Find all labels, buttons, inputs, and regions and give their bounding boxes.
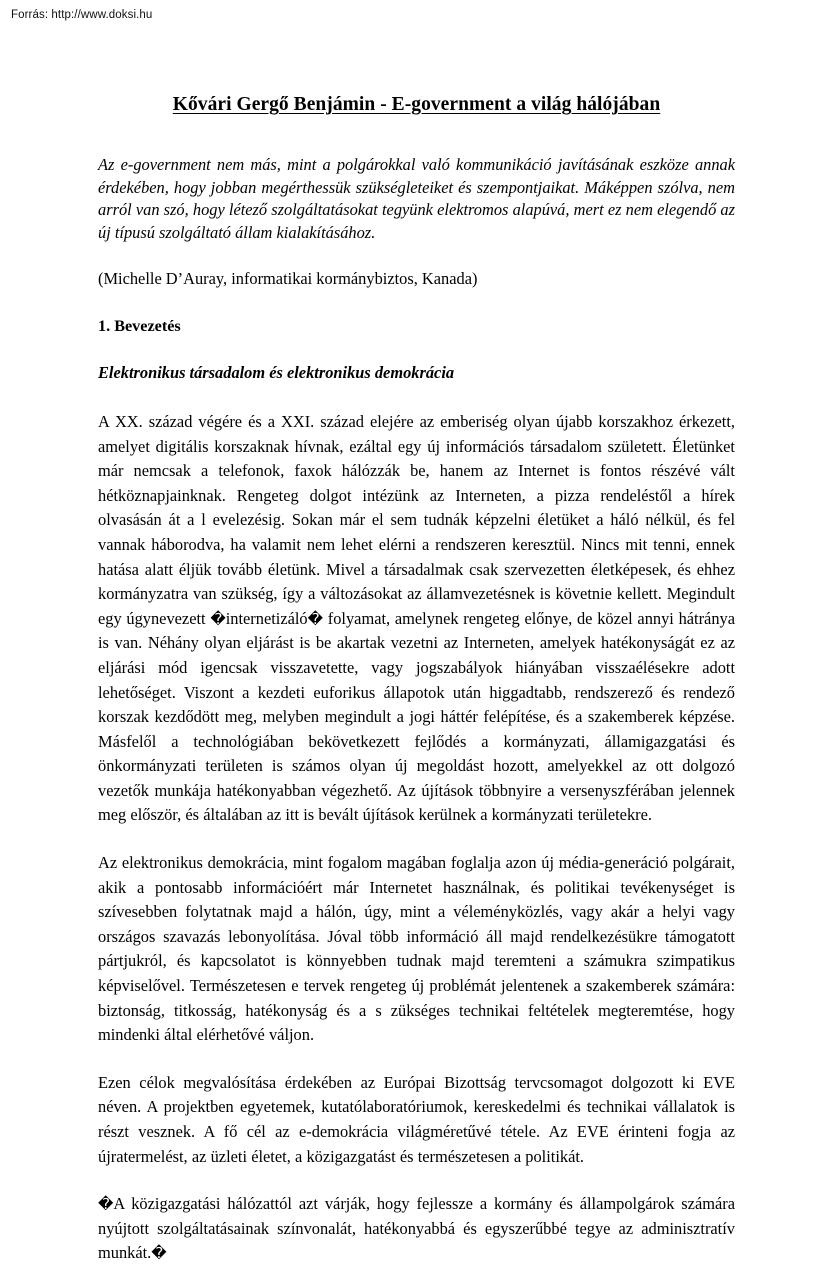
replacement-char-glyph: � (151, 1244, 167, 1263)
page-title: Kővári Gergő Benjámin - E-government a világ hálójában (172, 94, 661, 115)
document-content (98, 92, 735, 1266)
source-watermark: Forrás: http://www.doksi.hu (11, 9, 153, 21)
body-paragraph-2: Az elektronikus demokrácia, mint fogalom magában foglalja azon új média-generáció polgárait, akik a pontosabb információért már Internetet használnak, és politikai tevékenységet is szívesebben folytatnak majd a hálón, úgy, mint a véleményközlés, vagy akár a helyi vagy országos szavazás lebonyolítása. Jóval több információ áll majd rendelkezésükre támogatott pártjukról, és kapcsolatot is könnyebben tudnak majd teremteni a számukra szimpatikus képviselővel. Természetesen e tervek rengeteg új problémát jelentenek a szakemberek számára: biztonság, titkosság, hatékonyság és a s zükséges technikai feltételek megteremtése, hogy mindenki által elérhetővé váljon. (98, 853, 735, 1045)
epigraph-quote: Az e-government nem más, mint a polgárokkal való kommunikáció javításának eszköze annak érdekében, hogy jobban megérthessük szükségleteiket és szempontjaikat. Máképpen szólva, nem arról van szó, hogy létező szolgáltatásokat tegyünk elektromos alapúvá, mert ez nem elegendő az új típusú szolgáltató állam kialakításához. (98, 155, 735, 242)
replacement-char-glyph: � (98, 1195, 114, 1214)
quote-attribution: (Michelle D’Auray, informatikai kormánybiztos, Kanada) (98, 269, 478, 289)
subsection-heading: Elektronikus társadalom és elektronikus demokrácia (98, 362, 455, 382)
body-paragraph-3: Ezen célok megvalósítása érdekében az Európai Bizottság tervcsomagot dolgozott ki EVE néven. A projektben egyetemek, kutatólaboratóriumok, kereskedelmi és technikai vállalatok is részt vesznek. A fő cél az e-demokrácia világméretűvé tétele. Az EVE érinteni fogja az újratermelést, az üzleti életet, a közigazgatást és természetesen a politikát. (98, 1072, 735, 1166)
replacement-char-glyph: � (307, 609, 324, 628)
replacement-char-glyph: � (210, 609, 226, 628)
body-paragraph-1: A XX. század végére és a XXI. század elejére az emberiség olyan újabb korszakhoz érkezett, amelyet digitális korszaknak hívnak, ezáltal egy új információs társadalom született. Életünket már nemcsak a telefonok, faxok hálózzák be, hanem az Internet is fontos részévé vált hétköznapjainknak. Rengeteg dolgot intézünk az Interneten, a pizza rendeléstől a hírek olvasásán át a l evelezésig. Sokan már el sem tudnák képzelni életüket a háló nélkül, és fel vannak háborodva, ha valamit nem lehet elérni a rendszeren keresztül. Nincs mit tenni, ennek hatása alatt éljük tovább életünk. Mivel a társadalmak csak szervezetten életképesek, és ehhez kormányzatra van szükség, így a változásokat az államvezetésnek is követnie kellett. Megindult egy úgynevezett �internetizáló� folyamat, amelynek rengeteg előnye, de közel annyi hátránya is van. Néhány olyan eljárást is be akartak vezetni az Interneten, amelyek hatékonyságát ez az eljárási mód igencsak visszavetette, vagy jogszabályok hiányában visszaélésekre adott lehetőséget. Viszont a kezdeti euforikus állapotok után higgadtabb, rendszerező és rendező korszak kezdődött meg, melyben megindult a jogi háttér felépítése, és a szakemberek képzése. Másfelől a technológiában bekövetkezett fejlődés a kormányzati, államigazgatási és önkormányzati területen is számos olyan új megoldást hozott, amelyekkel az ott dolgozó vezetők munkája hatékonyabban végezhető. Az újítások többnyire a versenyszférában jelennek meg először, és általában az itt is bevált újítások kerülnek a kormányzati területekre. (98, 411, 735, 825)
body-paragraph-4: �A közigazgatási hálózattól azt várják, hogy fejlessze a kormány és állampolgárok számára nyújtott szolgáltatásainak színvonalát, hatékonyabbá és egyszerűbbé tegye az adminisztratív munkát.� (98, 1194, 735, 1263)
section-heading-introduction: 1. Bevezetés (98, 316, 181, 335)
